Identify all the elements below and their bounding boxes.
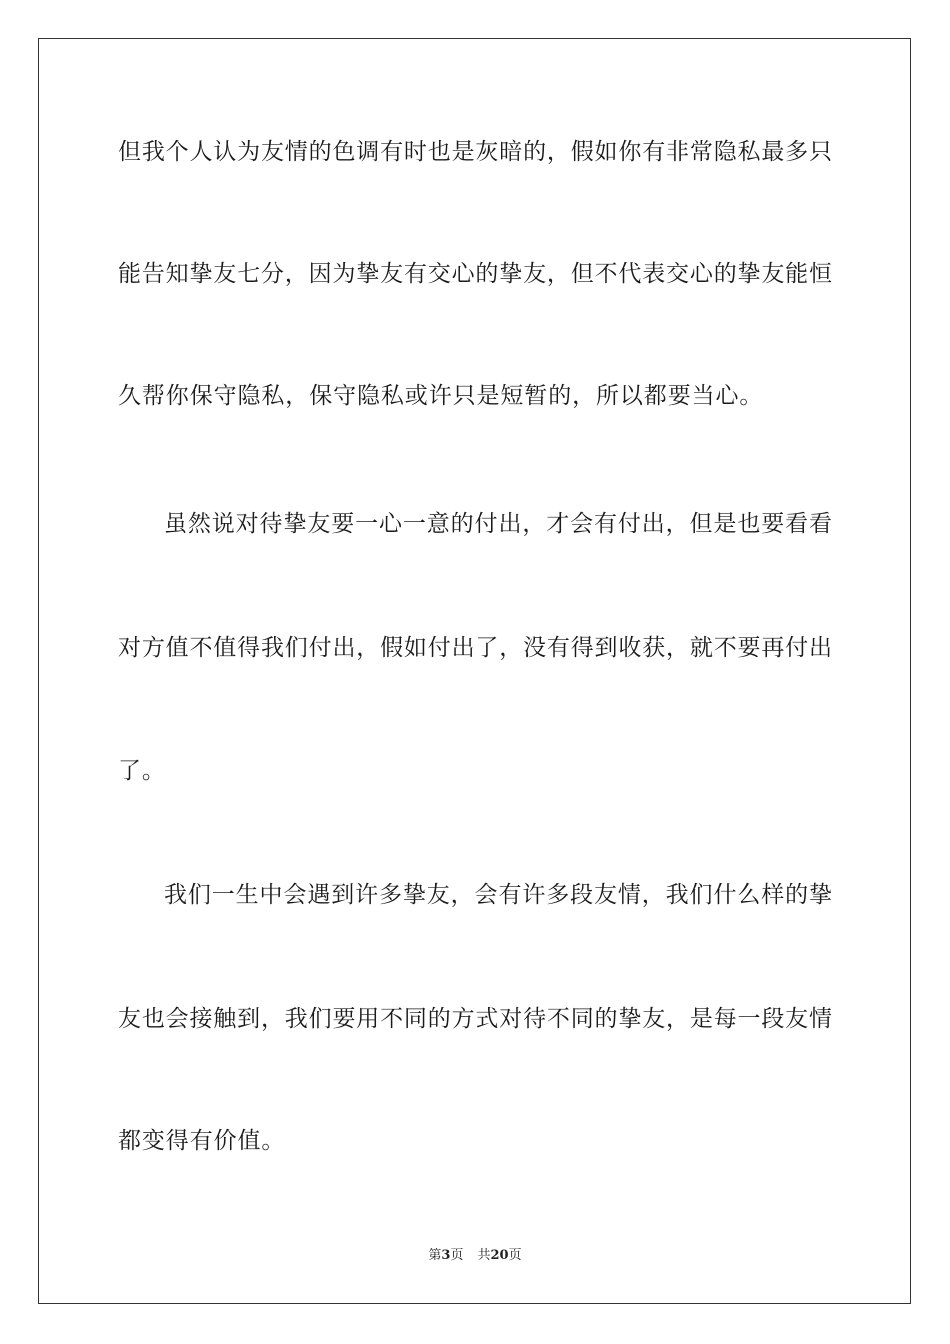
paragraph-2-line-3: 了。 [118, 758, 166, 784]
page-suffix: 页 [450, 1248, 464, 1263]
page-footer [0, 1247, 950, 1265]
page-border [38, 38, 911, 1304]
page-number: 3 [441, 1248, 451, 1263]
paragraph-3-line-2: 友也会接触到，我们要用不同的方式对待不同的挚友，是每一段友情 [118, 1006, 832, 1032]
paragraph-2-line-1: 虽然说对待挚友要一心一意的付出，才会有付出，但是也要看看 [164, 511, 832, 537]
paragraph-3-line-3: 都变得有价值。 [118, 1128, 286, 1154]
total-suffix: 页 [508, 1248, 522, 1263]
paragraph-1-line-1: 但我个人认为友情的色调有时也是灰暗的，假如你有非常隐私最多只 [118, 139, 832, 165]
paragraph-2-line-2: 对方值不值得我们付出，假如付出了，没有得到收获，就不要再付出 [118, 635, 832, 661]
total-prefix: 共 [477, 1248, 491, 1263]
paragraph-1-line-3: 久帮你保守隐私，保守隐私或许只是短暂的，所以都要当心。 [118, 383, 764, 409]
total-pages: 20 [490, 1248, 509, 1263]
page-prefix: 第 [428, 1248, 442, 1263]
paragraph-1-line-2: 能告知挚友七分，因为挚友有交心的挚友，但不代表交心的挚友能恒 [118, 261, 832, 287]
paragraph-3-line-1: 我们一生中会遇到许多挚友，会有许多段友情，我们什么样的挚 [164, 882, 832, 908]
